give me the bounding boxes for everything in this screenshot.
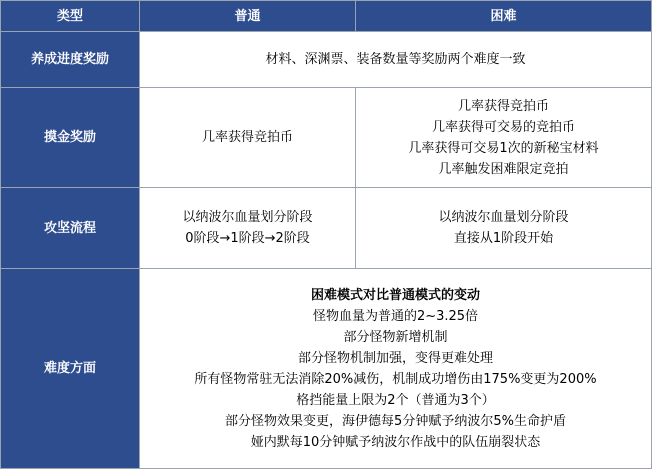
table-row — [1, 188, 652, 269]
loot-hard-line: 几率获得可交易1次的新秘宝材料 — [408, 140, 599, 156]
difficulty-line: 部分怪物效果变更，海伊德每5分钟赋予纳波尔5%生命护盾 — [225, 413, 566, 429]
table-row — [1, 32, 652, 88]
difficulty-merged-cell — [140, 269, 652, 469]
process-hard-cell — [356, 188, 652, 269]
difficulty-line: 怪物血量为普通的2~3.25倍 — [312, 308, 479, 324]
process-hard-line: 直接从1阶段开始 — [453, 231, 554, 246]
table-row — [1, 269, 652, 469]
difficulty-line: 部分怪物机制加强，变得更难处理 — [297, 350, 493, 366]
header-hard: 困难 — [356, 1, 652, 32]
difficulty-line: 格挡能量上限为2个（普通为3个） — [296, 392, 495, 408]
table-row — [1, 88, 652, 188]
loot-hard-cell — [356, 88, 652, 188]
difficulty-line: 娅内默每10分钟赋予纳波尔作战中的队伍崩裂状态 — [250, 434, 541, 450]
loot-hard-line: 几率获得可交易的竞拍币 — [431, 119, 575, 135]
header-type: 类型 — [1, 1, 140, 32]
process-normal-cell — [140, 188, 356, 269]
difficulty-line: 部分怪物新增机制 — [343, 329, 448, 345]
loot-hard-line: 几率触发困难限定竞拍 — [438, 161, 569, 177]
row-label-difficulty: 难度方面 — [1, 269, 140, 469]
row-label-process: 攻坚流程 — [1, 188, 140, 269]
header-row — [1, 1, 652, 32]
process-normal-line: 0阶段→1阶段→2阶段 — [185, 231, 310, 246]
growth-text: 材料、深渊票、装备数量等奖励两个难度一致 — [265, 52, 526, 67]
difficulty-title: 困难模式对比普通模式的变动 — [310, 287, 480, 303]
growth-merged-cell — [140, 32, 652, 88]
row-label-loot: 摸金奖励 — [1, 88, 140, 188]
difficulty-line: 所有怪物常驻无法消除20%减伤，机制成功增伤由175%变更为200% — [194, 371, 597, 387]
header-normal: 普通 — [140, 1, 356, 32]
row-label-growth: 养成进度奖励 — [1, 32, 140, 88]
process-normal-line: 以纳波尔血量划分阶段 — [182, 210, 313, 225]
loot-normal-cell — [140, 88, 356, 188]
loot-normal-line: 几率获得竞拍币 — [201, 130, 293, 145]
loot-hard-line: 几率获得竞拍币 — [457, 98, 549, 114]
process-hard-line: 以纳波尔血量划分阶段 — [438, 210, 569, 225]
